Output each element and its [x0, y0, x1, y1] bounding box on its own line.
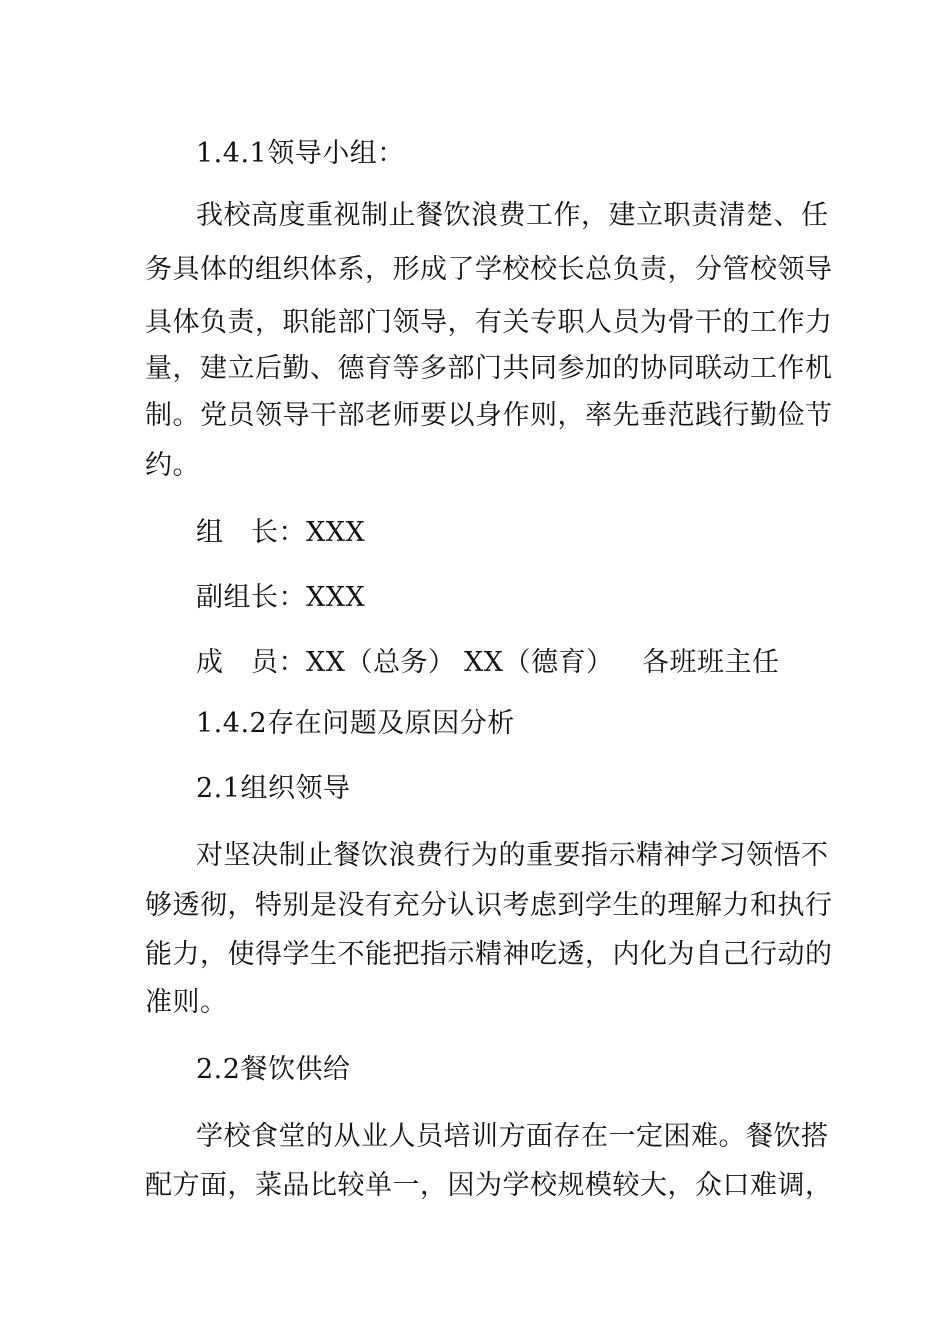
member-class-teachers: 各班班主任: [642, 647, 780, 678]
para1-line-5: 制。党员领导干部老师要以身作则，率先垂范践行勤俭节: [145, 400, 833, 431]
heading-1-4-1: 1.4.1领导小组：: [196, 138, 405, 169]
heading-2-1: 2.1组织领导: [196, 773, 351, 804]
member-deyu: XX（德育）: [464, 647, 614, 678]
members-label: 成 员：XX（总务）: [196, 647, 456, 678]
para2-line-4: 准则。: [145, 987, 228, 1018]
para2-line-3: 能力，使得学生不能把指示精神吃透，内化为自己行动的: [145, 939, 833, 970]
para1-line-1: 我校高度重视制止餐饮浪费工作，建立职责清楚、任: [196, 200, 829, 231]
para3-line-2: 配方面，菜品比较单一，因为学校规模较大，众口难调，: [145, 1170, 833, 1201]
heading-2-2: 2.2餐饮供给: [196, 1054, 351, 1085]
heading-1-4-2: 1.4.2存在问题及原因分析: [196, 708, 515, 739]
vice-leader-line: 副组长：XXX: [196, 582, 366, 613]
para1-line-2: 务具体的组织体系，形成了学校校长总负责，分管校领导: [145, 254, 833, 285]
para1-line-4: 量，建立后勤、德育等多部门共同参加的协同联动工作机: [145, 353, 833, 384]
leader-line: 组 长：XXX: [196, 517, 366, 548]
para3-line-1: 学校食堂的从业人员培训方面存在一定困难。餐饮搭: [196, 1121, 829, 1152]
para1-line-6: 约。: [145, 450, 200, 481]
para2-line-2: 够透彻，特别是没有充分认识考虑到学生的理解力和执行: [145, 890, 833, 921]
para2-line-1: 对坚决制止餐饮浪费行为的重要指示精神学习领悟不: [196, 840, 829, 871]
members-line: [196, 645, 796, 681]
para1-line-3: 具体负责，职能部门领导，有关专职人员为骨干的工作力: [145, 307, 833, 338]
